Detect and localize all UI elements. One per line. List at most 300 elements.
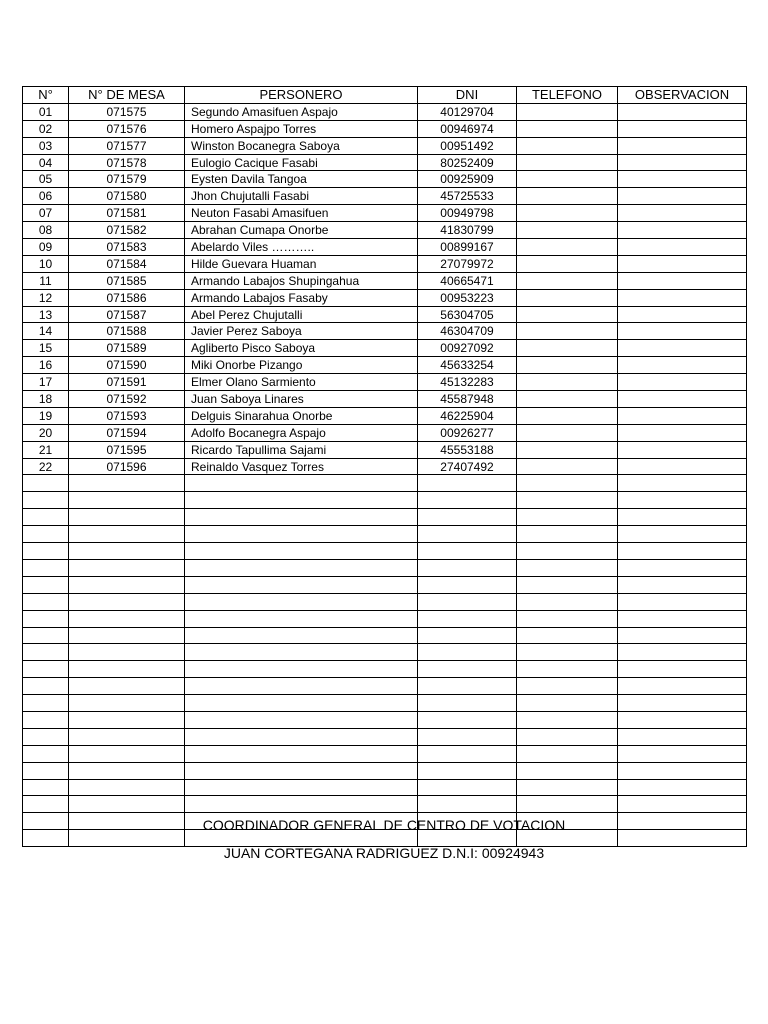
cell-number: 02 bbox=[23, 120, 69, 137]
table-row bbox=[23, 171, 747, 188]
cell-dni: 40129704 bbox=[418, 103, 517, 120]
cell-mesa bbox=[69, 711, 185, 728]
header-dni: DNI bbox=[418, 87, 517, 104]
cell-telefono bbox=[517, 137, 618, 154]
cell-number bbox=[23, 695, 69, 712]
cell-mesa: 071594 bbox=[69, 424, 185, 441]
table-row bbox=[23, 745, 747, 762]
cell-dni: 56304705 bbox=[418, 306, 517, 323]
cell-dni: 46225904 bbox=[418, 407, 517, 424]
cell-mesa: 071581 bbox=[69, 205, 185, 222]
cell-observacion bbox=[618, 306, 747, 323]
cell-number: 12 bbox=[23, 289, 69, 306]
cell-mesa: 071585 bbox=[69, 272, 185, 289]
cell-number: 16 bbox=[23, 357, 69, 374]
cell-mesa: 071576 bbox=[69, 120, 185, 137]
cell-dni: 00926277 bbox=[418, 424, 517, 441]
cell-number: 05 bbox=[23, 171, 69, 188]
cell-personero bbox=[185, 593, 418, 610]
cell-observacion bbox=[618, 222, 747, 239]
cell-personero: Winston Bocanegra Saboya bbox=[185, 137, 418, 154]
table-row bbox=[23, 340, 747, 357]
cell-mesa bbox=[69, 762, 185, 779]
cell-dni bbox=[418, 779, 517, 796]
cell-mesa: 071578 bbox=[69, 154, 185, 171]
cell-telefono bbox=[517, 323, 618, 340]
cell-observacion bbox=[618, 644, 747, 661]
cell-personero: Neuton Fasabi Amasifuen bbox=[185, 205, 418, 222]
cell-personero bbox=[185, 610, 418, 627]
header-personero: PERSONERO bbox=[185, 87, 418, 104]
cell-telefono bbox=[517, 441, 618, 458]
table-row bbox=[23, 272, 747, 289]
cell-number: 22 bbox=[23, 458, 69, 475]
cell-number: 21 bbox=[23, 441, 69, 458]
cell-telefono bbox=[517, 695, 618, 712]
cell-dni bbox=[418, 728, 517, 745]
cell-dni bbox=[418, 509, 517, 526]
cell-personero bbox=[185, 627, 418, 644]
cell-number bbox=[23, 475, 69, 492]
cell-observacion bbox=[618, 728, 747, 745]
cell-number bbox=[23, 543, 69, 560]
cell-telefono bbox=[517, 272, 618, 289]
cell-personero: Abel Perez Chujutalli bbox=[185, 306, 418, 323]
cell-telefono bbox=[517, 120, 618, 137]
table-body bbox=[23, 103, 747, 846]
cell-observacion bbox=[618, 509, 747, 526]
table-row bbox=[23, 509, 747, 526]
cell-observacion bbox=[618, 154, 747, 171]
cell-mesa: 071590 bbox=[69, 357, 185, 374]
cell-observacion bbox=[618, 391, 747, 408]
cell-personero: Elmer Olano Sarmiento bbox=[185, 374, 418, 391]
table-row bbox=[23, 407, 747, 424]
cell-personero bbox=[185, 745, 418, 762]
cell-observacion bbox=[618, 526, 747, 543]
cell-telefono bbox=[517, 796, 618, 813]
cell-dni bbox=[418, 475, 517, 492]
cell-personero bbox=[185, 796, 418, 813]
cell-mesa: 071575 bbox=[69, 103, 185, 120]
cell-observacion bbox=[618, 255, 747, 272]
table-row bbox=[23, 306, 747, 323]
cell-mesa bbox=[69, 644, 185, 661]
cell-observacion bbox=[618, 239, 747, 256]
cell-observacion bbox=[618, 323, 747, 340]
cell-personero: Juan Saboya Linares bbox=[185, 391, 418, 408]
cell-personero: Reinaldo Vasquez Torres bbox=[185, 458, 418, 475]
table-row bbox=[23, 492, 747, 509]
cell-observacion bbox=[618, 103, 747, 120]
cell-telefono bbox=[517, 188, 618, 205]
cell-dni: 45633254 bbox=[418, 357, 517, 374]
cell-dni bbox=[418, 492, 517, 509]
cell-personero: Miki Onorbe Pizango bbox=[185, 357, 418, 374]
cell-observacion bbox=[618, 543, 747, 560]
table-row bbox=[23, 593, 747, 610]
table-row bbox=[23, 441, 747, 458]
table-row bbox=[23, 205, 747, 222]
cell-mesa: 071588 bbox=[69, 323, 185, 340]
header-number: N° bbox=[23, 87, 69, 104]
cell-telefono bbox=[517, 711, 618, 728]
cell-telefono bbox=[517, 728, 618, 745]
header-observacion: OBSERVACION bbox=[618, 87, 747, 104]
cell-number bbox=[23, 559, 69, 576]
cell-number: 18 bbox=[23, 391, 69, 408]
cell-personero: Abelardo Viles ……….. bbox=[185, 239, 418, 256]
cell-number bbox=[23, 627, 69, 644]
cell-number bbox=[23, 492, 69, 509]
table-row bbox=[23, 779, 747, 796]
cell-number: 20 bbox=[23, 424, 69, 441]
table-row bbox=[23, 559, 747, 576]
cell-telefono bbox=[517, 526, 618, 543]
cell-telefono bbox=[517, 543, 618, 560]
cell-telefono bbox=[517, 154, 618, 171]
cell-mesa: 071587 bbox=[69, 306, 185, 323]
coordinator-title: COORDINADOR GENERAL DE CENTRO DE VOTACION bbox=[202, 817, 566, 833]
cell-telefono bbox=[517, 593, 618, 610]
cell-number: 07 bbox=[23, 205, 69, 222]
cell-number bbox=[23, 526, 69, 543]
cell-dni: 27079972 bbox=[418, 255, 517, 272]
cell-dni: 46304709 bbox=[418, 323, 517, 340]
cell-mesa: 071584 bbox=[69, 255, 185, 272]
cell-mesa bbox=[69, 796, 185, 813]
cell-personero: Delguis Sinarahua Onorbe bbox=[185, 407, 418, 424]
table-row bbox=[23, 374, 747, 391]
cell-telefono bbox=[517, 255, 618, 272]
table-row bbox=[23, 154, 747, 171]
cell-personero bbox=[185, 644, 418, 661]
table-row bbox=[23, 239, 747, 256]
cell-observacion bbox=[618, 424, 747, 441]
cell-mesa bbox=[69, 661, 185, 678]
table-row bbox=[23, 661, 747, 678]
cell-mesa: 071580 bbox=[69, 188, 185, 205]
cell-number bbox=[23, 509, 69, 526]
cell-observacion bbox=[618, 593, 747, 610]
cell-mesa: 071596 bbox=[69, 458, 185, 475]
cell-number: 06 bbox=[23, 188, 69, 205]
cell-telefono bbox=[517, 559, 618, 576]
cell-observacion bbox=[618, 492, 747, 509]
cell-observacion bbox=[618, 678, 747, 695]
cell-observacion bbox=[618, 289, 747, 306]
cell-mesa: 071591 bbox=[69, 374, 185, 391]
table-row bbox=[23, 711, 747, 728]
cell-dni bbox=[418, 711, 517, 728]
cell-mesa bbox=[69, 492, 185, 509]
cell-dni bbox=[418, 796, 517, 813]
cell-telefono bbox=[517, 492, 618, 509]
cell-number bbox=[23, 762, 69, 779]
cell-number bbox=[23, 796, 69, 813]
cell-dni: 27407492 bbox=[418, 458, 517, 475]
cell-dni: 00925909 bbox=[418, 171, 517, 188]
cell-number bbox=[23, 678, 69, 695]
cell-observacion bbox=[618, 357, 747, 374]
cell-telefono bbox=[517, 340, 618, 357]
cell-observacion bbox=[618, 559, 747, 576]
cell-dni: 00927092 bbox=[418, 340, 517, 357]
cell-number: 01 bbox=[23, 103, 69, 120]
cell-personero bbox=[185, 509, 418, 526]
cell-mesa bbox=[69, 678, 185, 695]
cell-telefono bbox=[517, 391, 618, 408]
cell-telefono bbox=[517, 239, 618, 256]
cell-observacion bbox=[618, 407, 747, 424]
cell-observacion bbox=[618, 576, 747, 593]
table-row bbox=[23, 678, 747, 695]
table-row bbox=[23, 137, 747, 154]
cell-number bbox=[23, 745, 69, 762]
cell-telefono bbox=[517, 627, 618, 644]
table-row bbox=[23, 796, 747, 813]
cell-dni: 00946974 bbox=[418, 120, 517, 137]
table-row bbox=[23, 526, 747, 543]
cell-personero: Ricardo Tapullima Sajami bbox=[185, 441, 418, 458]
cell-dni: 00899167 bbox=[418, 239, 517, 256]
cell-number: 09 bbox=[23, 239, 69, 256]
cell-dni bbox=[418, 576, 517, 593]
cell-observacion bbox=[618, 171, 747, 188]
cell-observacion bbox=[618, 779, 747, 796]
cell-dni bbox=[418, 627, 517, 644]
cell-dni bbox=[418, 661, 517, 678]
cell-telefono bbox=[517, 475, 618, 492]
cell-number bbox=[23, 711, 69, 728]
cell-dni: 00951492 bbox=[418, 137, 517, 154]
cell-telefono bbox=[517, 745, 618, 762]
cell-personero: Homero Aspajpo Torres bbox=[185, 120, 418, 137]
cell-personero: Jhon Chujutalli Fasabi bbox=[185, 188, 418, 205]
cell-personero bbox=[185, 543, 418, 560]
cell-telefono bbox=[517, 424, 618, 441]
cell-telefono bbox=[517, 610, 618, 627]
cell-dni: 45587948 bbox=[418, 391, 517, 408]
coordinator-name: JUAN CORTEGANA RADRIGUEZ D.N.I: 00924943 bbox=[223, 845, 545, 861]
cell-mesa bbox=[69, 695, 185, 712]
cell-observacion bbox=[618, 695, 747, 712]
cell-number: 08 bbox=[23, 222, 69, 239]
cell-number: 04 bbox=[23, 154, 69, 171]
cell-telefono bbox=[517, 678, 618, 695]
cell-mesa bbox=[69, 475, 185, 492]
table-row bbox=[23, 610, 747, 627]
cell-dni bbox=[418, 559, 517, 576]
cell-personero: Eulogio Cacique Fasabi bbox=[185, 154, 418, 171]
personeros-sheet bbox=[22, 86, 746, 847]
table-row bbox=[23, 728, 747, 745]
cell-dni: 41830799 bbox=[418, 222, 517, 239]
cell-telefono bbox=[517, 103, 618, 120]
table-header-row bbox=[23, 87, 747, 104]
cell-number bbox=[23, 728, 69, 745]
cell-telefono bbox=[517, 407, 618, 424]
cell-personero bbox=[185, 526, 418, 543]
cell-observacion bbox=[618, 120, 747, 137]
cell-dni bbox=[418, 762, 517, 779]
cell-mesa: 071579 bbox=[69, 171, 185, 188]
cell-telefono bbox=[517, 779, 618, 796]
cell-mesa: 071582 bbox=[69, 222, 185, 239]
cell-mesa bbox=[69, 543, 185, 560]
cell-observacion bbox=[618, 711, 747, 728]
cell-mesa bbox=[69, 576, 185, 593]
cell-personero: Agliberto Pisco Saboya bbox=[185, 340, 418, 357]
cell-telefono bbox=[517, 458, 618, 475]
cell-number bbox=[23, 576, 69, 593]
cell-telefono bbox=[517, 509, 618, 526]
cell-observacion bbox=[618, 137, 747, 154]
cell-dni bbox=[418, 678, 517, 695]
table-row bbox=[23, 289, 747, 306]
cell-telefono bbox=[517, 205, 618, 222]
cell-mesa bbox=[69, 593, 185, 610]
table-row bbox=[23, 103, 747, 120]
header-mesa: N° DE MESA bbox=[69, 87, 185, 104]
cell-number bbox=[23, 779, 69, 796]
cell-observacion bbox=[618, 745, 747, 762]
cell-mesa: 071592 bbox=[69, 391, 185, 408]
cell-observacion bbox=[618, 627, 747, 644]
table-row bbox=[23, 357, 747, 374]
cell-personero: Armando Labajos Shupingahua bbox=[185, 272, 418, 289]
cell-mesa: 071589 bbox=[69, 340, 185, 357]
cell-personero bbox=[185, 576, 418, 593]
cell-observacion bbox=[618, 762, 747, 779]
cell-number: 13 bbox=[23, 306, 69, 323]
cell-dni: 40665471 bbox=[418, 272, 517, 289]
table-row bbox=[23, 188, 747, 205]
cell-dni: 00949798 bbox=[418, 205, 517, 222]
cell-mesa bbox=[69, 779, 185, 796]
cell-telefono bbox=[517, 576, 618, 593]
table-row bbox=[23, 543, 747, 560]
cell-mesa bbox=[69, 509, 185, 526]
cell-mesa: 071586 bbox=[69, 289, 185, 306]
cell-personero bbox=[185, 492, 418, 509]
table-row bbox=[23, 644, 747, 661]
cell-observacion bbox=[618, 205, 747, 222]
table-row bbox=[23, 576, 747, 593]
table-row bbox=[23, 458, 747, 475]
cell-dni bbox=[418, 526, 517, 543]
cell-personero bbox=[185, 779, 418, 796]
header-telefono: TELEFONO bbox=[517, 87, 618, 104]
cell-mesa bbox=[69, 728, 185, 745]
table-row bbox=[23, 391, 747, 408]
cell-mesa: 071595 bbox=[69, 441, 185, 458]
cell-observacion bbox=[618, 441, 747, 458]
cell-personero: Armando Labajos Fasaby bbox=[185, 289, 418, 306]
table-row bbox=[23, 695, 747, 712]
cell-number: 15 bbox=[23, 340, 69, 357]
cell-dni bbox=[418, 543, 517, 560]
cell-personero bbox=[185, 762, 418, 779]
cell-telefono bbox=[517, 357, 618, 374]
cell-dni bbox=[418, 745, 517, 762]
cell-dni: 45132283 bbox=[418, 374, 517, 391]
cell-personero bbox=[185, 711, 418, 728]
cell-mesa bbox=[69, 627, 185, 644]
personeros-table bbox=[22, 86, 747, 847]
cell-number bbox=[23, 610, 69, 627]
cell-mesa: 071583 bbox=[69, 239, 185, 256]
cell-mesa bbox=[69, 526, 185, 543]
cell-mesa: 071577 bbox=[69, 137, 185, 154]
cell-observacion bbox=[618, 188, 747, 205]
cell-telefono bbox=[517, 762, 618, 779]
cell-personero bbox=[185, 661, 418, 678]
cell-observacion bbox=[618, 610, 747, 627]
cell-number: 14 bbox=[23, 323, 69, 340]
table-row bbox=[23, 424, 747, 441]
cell-observacion bbox=[618, 374, 747, 391]
cell-personero: Adolfo Bocanegra Aspajo bbox=[185, 424, 418, 441]
table-row bbox=[23, 255, 747, 272]
cell-dni bbox=[418, 644, 517, 661]
cell-number bbox=[23, 661, 69, 678]
cell-mesa bbox=[69, 559, 185, 576]
cell-personero: Hilde Guevara Huaman bbox=[185, 255, 418, 272]
table-row bbox=[23, 222, 747, 239]
table-row bbox=[23, 762, 747, 779]
cell-number bbox=[23, 593, 69, 610]
table-row bbox=[23, 120, 747, 137]
cell-number: 03 bbox=[23, 137, 69, 154]
cell-observacion bbox=[618, 661, 747, 678]
cell-telefono bbox=[517, 644, 618, 661]
cell-mesa bbox=[69, 745, 185, 762]
cell-number: 19 bbox=[23, 407, 69, 424]
cell-telefono bbox=[517, 661, 618, 678]
cell-personero bbox=[185, 695, 418, 712]
cell-number: 17 bbox=[23, 374, 69, 391]
cell-dni bbox=[418, 593, 517, 610]
table-row bbox=[23, 627, 747, 644]
cell-number: 11 bbox=[23, 272, 69, 289]
cell-number bbox=[23, 644, 69, 661]
cell-observacion bbox=[618, 796, 747, 813]
table-row bbox=[23, 475, 747, 492]
cell-personero: Javier Perez Saboya bbox=[185, 323, 418, 340]
cell-mesa bbox=[69, 610, 185, 627]
cell-observacion bbox=[618, 272, 747, 289]
cell-personero bbox=[185, 728, 418, 745]
cell-number: 10 bbox=[23, 255, 69, 272]
cell-mesa: 071593 bbox=[69, 407, 185, 424]
cell-observacion bbox=[618, 475, 747, 492]
cell-personero bbox=[185, 559, 418, 576]
table-row bbox=[23, 323, 747, 340]
cell-telefono bbox=[517, 171, 618, 188]
cell-dni: 45553188 bbox=[418, 441, 517, 458]
cell-telefono bbox=[517, 374, 618, 391]
cell-personero: Segundo Amasifuen Aspajo bbox=[185, 103, 418, 120]
cell-dni bbox=[418, 695, 517, 712]
cell-telefono bbox=[517, 306, 618, 323]
cell-personero: Eysten Davila Tangoa bbox=[185, 171, 418, 188]
cell-personero: Abrahan Cumapa Onorbe bbox=[185, 222, 418, 239]
cell-telefono bbox=[517, 222, 618, 239]
cell-observacion bbox=[618, 340, 747, 357]
cell-personero bbox=[185, 475, 418, 492]
cell-dni: 00953223 bbox=[418, 289, 517, 306]
